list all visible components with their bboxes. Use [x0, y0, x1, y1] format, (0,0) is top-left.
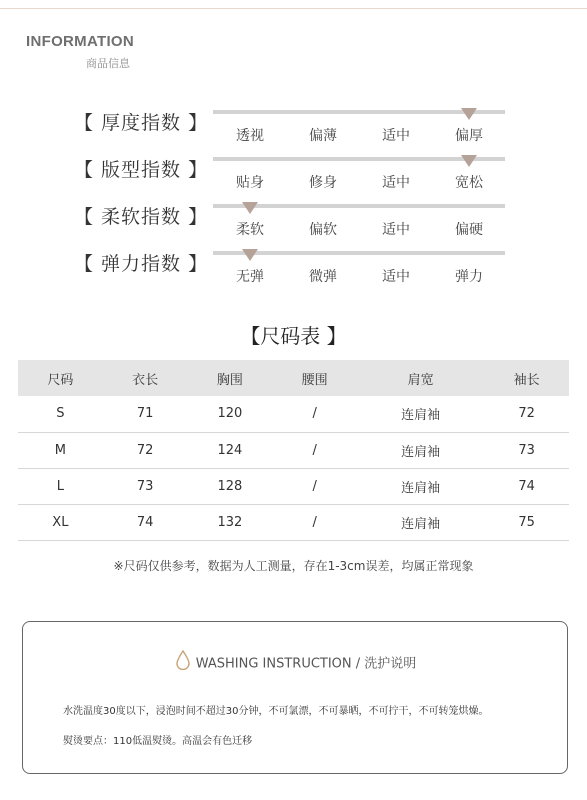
table-cell: 72 [103, 432, 188, 468]
table-header-cell: 肩宽 [357, 360, 484, 396]
index-option: 偏软 [309, 222, 337, 238]
table-cell: / [272, 396, 357, 432]
index-option: 适中 [382, 175, 410, 191]
index-option: 透视 [236, 128, 264, 144]
table-cell: 连肩袖 [357, 432, 484, 468]
index-option: 贴身 [236, 175, 264, 191]
table-header-cell: 腰围 [272, 360, 357, 396]
index-label-softness: 【 柔软指数 】 [74, 206, 209, 228]
table-cell: 71 [103, 396, 188, 432]
index-option: 宽松 [455, 175, 483, 191]
table-cell: / [272, 432, 357, 468]
washing-heading: WASHING INSTRUCTION / 洗护说明 [195, 656, 417, 672]
table-row [18, 396, 569, 432]
index-label-thickness: 【 厚度指数 】 [74, 112, 209, 134]
index-option: 适中 [382, 222, 410, 238]
table-cell: / [272, 504, 357, 540]
ironing-text-line: 熨烫要点：110低温熨烫。高温会有色迁移 [63, 736, 253, 747]
table-cell: 73 [484, 432, 569, 468]
index-marker-softness [242, 202, 258, 214]
index-option: 偏薄 [309, 128, 337, 144]
table-cell: 73 [103, 468, 188, 504]
table-cell: M [18, 432, 103, 468]
table-cell: L [18, 468, 103, 504]
table-cell: S [18, 396, 103, 432]
index-option: 适中 [382, 128, 410, 144]
index-marker-elasticity [242, 249, 258, 261]
table-cell: 连肩袖 [357, 396, 484, 432]
index-label-fit: 【 版型指数 】 [74, 159, 209, 181]
table-cell: 128 [188, 468, 273, 504]
table-cell: 连肩袖 [357, 468, 484, 504]
info-subtitle: 商品信息 [86, 57, 130, 70]
table-header-cell: 胸围 [188, 360, 273, 396]
table-header-cell: 袖长 [484, 360, 569, 396]
table-header-row [18, 360, 569, 396]
washing-instruction-box [22, 621, 568, 774]
info-title: INFORMATION [26, 33, 135, 50]
table-row [18, 468, 569, 504]
table-row [18, 504, 569, 540]
size-table-title: 【尺码表 】 [240, 324, 347, 348]
table-cell: 74 [103, 504, 188, 540]
table-cell: 连肩袖 [357, 504, 484, 540]
index-option: 无弹 [236, 269, 264, 285]
table-cell: 124 [188, 432, 273, 468]
table-cell: 72 [484, 396, 569, 432]
size-table [18, 360, 569, 541]
table-cell: XL [18, 504, 103, 540]
index-option: 修身 [309, 175, 337, 191]
index-option: 弹力 [455, 269, 483, 285]
index-option: 偏硬 [455, 222, 483, 238]
washing-text-line: 水洗温度30度以下，浸泡时间不超过30分钟，不可氯漂，不可暴晒，不可拧干，不可转笼烘燥。 [63, 706, 489, 717]
table-cell: / [272, 468, 357, 504]
table-header-cell: 尺码 [18, 360, 103, 396]
table-cell: 75 [484, 504, 569, 540]
table-cell: 120 [188, 396, 273, 432]
table-row [18, 432, 569, 468]
top-divider [0, 8, 587, 9]
size-disclaimer-note: ※尺码仅供参考，数据为人工测量，存在1-3cm误差，均属正常现象 [113, 559, 474, 573]
index-option: 偏厚 [455, 128, 483, 144]
water-drop-icon [176, 650, 190, 674]
index-marker-fit [461, 155, 477, 167]
table-cell: 132 [188, 504, 273, 540]
index-option: 适中 [382, 269, 410, 285]
index-option: 微弹 [309, 269, 337, 285]
table-cell: 74 [484, 468, 569, 504]
table-header-cell: 衣长 [103, 360, 188, 396]
washing-heading-row [23, 650, 569, 674]
index-option: 柔软 [236, 222, 264, 238]
index-label-elasticity: 【 弹力指数 】 [74, 253, 209, 275]
index-marker-thickness [461, 108, 477, 120]
